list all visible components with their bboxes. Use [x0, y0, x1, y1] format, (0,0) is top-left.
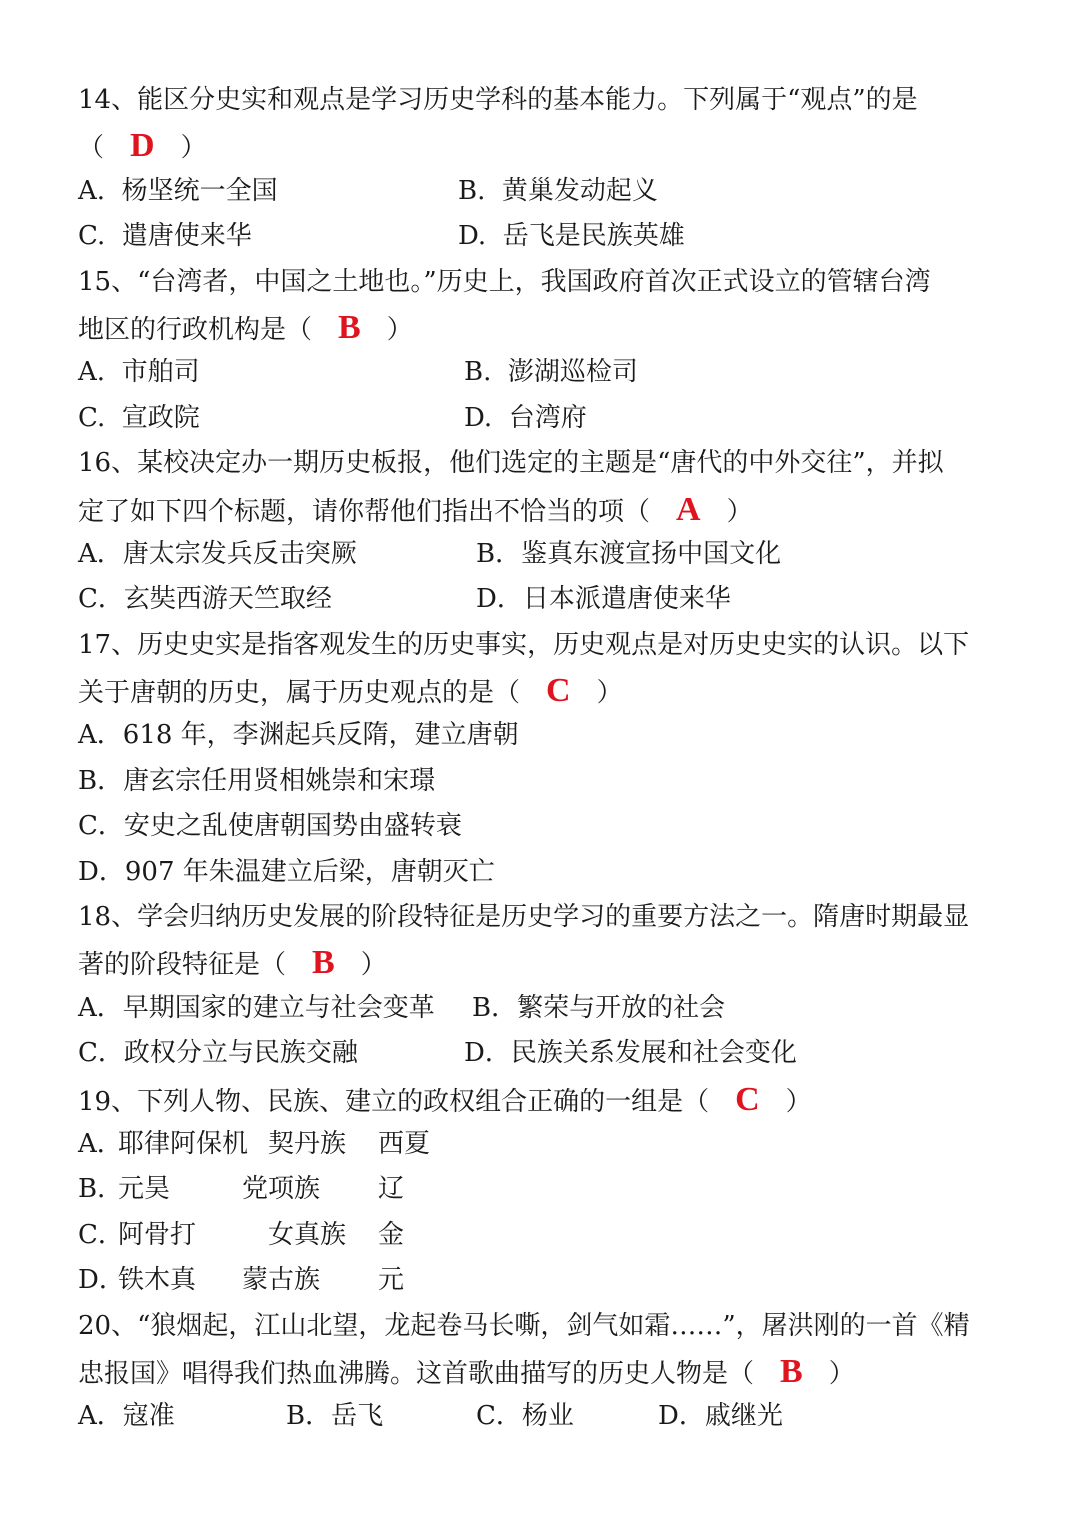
paren-close: ） [360, 950, 387, 981]
paren-close: ） [596, 678, 623, 709]
option-b: B．岳飞 [286, 1401, 384, 1432]
question-14-answer: D [130, 127, 155, 165]
paren-close: ） [386, 314, 413, 345]
question-19-row-d: D． 铁木真 蒙古族 元 [78, 1265, 405, 1296]
question-19-row-b: B． 元昊 党项族 辽 [78, 1174, 405, 1205]
question-20-answer: B [780, 1352, 803, 1390]
question-17-stem-line2: 关于唐朝的历史，属于历史观点的是（ C ） [78, 668, 1018, 713]
question-14-options-row2 [78, 214, 1018, 259]
option-c: C．玄奘西游天竺取经 [78, 584, 332, 615]
option-a: A. 杨坚统一全国 [78, 175, 278, 206]
question-19-stem-line1: 19、下列人物、民族、建立的政权组合正确的一组是（ C ） [78, 1077, 1018, 1122]
question-16-answer: A [676, 490, 701, 528]
question-18-stem-line2: 著的阶段特征是（ B ） [78, 940, 1018, 985]
option-a: A．唐太宗发兵反击突厥 [78, 538, 357, 569]
question-16-stem-line1: 16、某校决定办一期历史板报，他们选定的主题是“唐代的中外交往”，并拟 [78, 448, 944, 479]
option-d: D．戚继光 [658, 1401, 783, 1432]
question-19-row-c: C． 阿骨打 女真族 金 [78, 1219, 405, 1250]
question-14-options-row1 [78, 169, 1018, 214]
question-15-options-row1 [78, 350, 1018, 395]
question-18-answer: B [312, 944, 335, 982]
question-19-answer: C [735, 1080, 760, 1118]
question-18-stem-line1: 18、学会归纳历史发展的阶段特征是历史学习的重要方法之一。隋唐时期最显 [78, 902, 970, 933]
question-15-answer: B [338, 308, 361, 346]
question-16-stem-line2: 定了如下四个标题，请你帮他们指出不恰当的项（ A ） [78, 487, 1018, 532]
question-14-stem-line1: 14、能区分史实和观点是学习历史学科的基本能力。下列属于“观点”的是 [78, 85, 918, 115]
option-d: D．日本派遣唐使来华 [476, 584, 731, 615]
question-15-stem-line2: 地区的行政机构是（ B ） [78, 305, 1018, 350]
question-19-row-a: A． 耶律阿保机 契丹族 西夏 [78, 1128, 431, 1159]
question-18-options-row2 [78, 1031, 1018, 1076]
paren-close: ） [785, 1086, 812, 1117]
question-20-stem-line1: 20、“狼烟起，江山北望，龙起卷马长嘶，剑气如霜……”，屠洪刚的一首《精 [78, 1310, 970, 1341]
question-16-options-row2 [78, 577, 1018, 622]
option-c: C. 遣唐使来华 [78, 221, 252, 252]
question-17-stem-line1: 17、历史史实是指客观发生的历史事实，历史观点是对历史史实的认识。以下 [78, 629, 970, 660]
option-d: D. 岳飞是民族英雄 [458, 221, 685, 252]
option-b: B. 澎湖巡检司 [464, 357, 638, 388]
option-c: C．政权分立与民族交融 [78, 1038, 358, 1069]
question-17-option-b: B．唐玄宗任用贤相姚崇和宋璟 [78, 765, 436, 796]
paren-close: ） [180, 133, 207, 164]
option-a: A. 市舶司 [78, 357, 200, 388]
option-c: C. 宣政院 [78, 402, 200, 433]
question-17-answer: C [546, 672, 571, 710]
question-16-options-row1 [78, 532, 1018, 577]
question-14-answer-line [78, 123, 1018, 168]
option-b: B. 黄巢发动起义 [458, 175, 658, 206]
paren-close: ） [726, 496, 753, 527]
option-a: A．早期国家的建立与社会变革 [78, 992, 435, 1023]
option-d: D．民族关系发展和社会变化 [464, 1038, 797, 1069]
question-17-option-a: A．618 年，李渊起兵反隋，建立唐朝 [78, 720, 519, 751]
paren-open: （ [78, 133, 105, 164]
question-20-options [78, 1394, 1018, 1439]
question-15-options-row2 [78, 396, 1018, 441]
question-15-stem-line1: 15、“台湾者，中国之土地也。”历史上，我国政府首次正式设立的管辖台湾 [78, 266, 931, 297]
question-18-options-row1 [78, 986, 1018, 1031]
option-b: B．鉴真东渡宣扬中国文化 [476, 538, 782, 569]
question-20-stem-line2: 忠报国》唱得我们热血沸腾。这首歌曲描写的历史人物是（ B ） [78, 1349, 1018, 1394]
question-17-option-c: C．安史之乱使唐朝国势由盛转衰 [78, 811, 462, 842]
question-17-option-d: D．907 年朱温建立后梁，唐朝灭亡 [78, 856, 495, 887]
option-d: D. 台湾府 [464, 402, 587, 433]
option-c: C．杨业 [476, 1401, 574, 1432]
option-a: A．寇准 [78, 1401, 175, 1432]
paren-close: ） [828, 1358, 855, 1389]
exam-page [78, 78, 1018, 1440]
option-b: B．繁荣与开放的社会 [472, 992, 726, 1023]
